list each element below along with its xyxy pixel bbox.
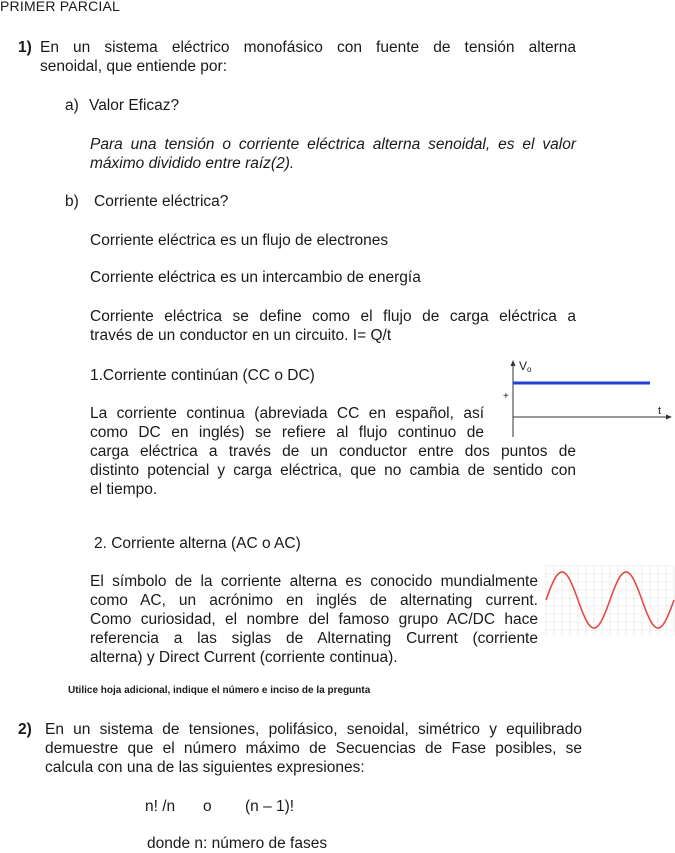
dc-line-4: distinto potencial y carga eléctrica, que no cambia de sentido con [90, 462, 576, 479]
dc-graph-x-label: t [658, 405, 662, 417]
ac-line-2: como AC, un acrónimo en inglés de alternating current. [90, 592, 538, 609]
item-a-text: Valor Eficaz? [89, 97, 180, 114]
item-b-label: b) [65, 193, 79, 210]
question-2-line-2: demuestre que el número máximo de Secuencias de Fase posibles, se [45, 740, 582, 757]
expression-2: (n – 1)! [245, 798, 295, 815]
expression-1: n! /n [145, 798, 176, 815]
ac-line-4: referencia a las siglas de Alternating Current (corriente [90, 630, 538, 647]
dc-graph-plus-sign: + [503, 391, 509, 402]
instruction-note: Utilice hoja adicional, indique el número e inciso de la pregunta [68, 685, 371, 696]
where-definition: donde n: número de fases [147, 835, 328, 852]
dc-line-2: como DC en inglés) se refiere al flujo continuo de [90, 424, 484, 441]
ac-line-1: El símbolo de la corriente alterna es conocido mundialmente [90, 573, 538, 590]
answer-paragraph-1: Corriente eléctrica es un flujo de electrones [90, 232, 389, 249]
item-a-answer-line-1: Para una tensión o corriente eléctrica alterna senoidal, es el valor [90, 136, 576, 153]
ac-line-3: Como curiosidad, el nombre del famoso grupo AC/DC hace [90, 611, 538, 628]
question-1-number: 1) [18, 39, 32, 56]
dc-graph-x-arrow [666, 415, 672, 420]
ac-line-5: alterna) y Direct Current (corriente continua). [90, 649, 398, 666]
question-2-line-1: En un sistema de tensiones, polifásico, senoidal, simétrico y equilibrado [45, 721, 582, 738]
dc-graph-y-arrow [511, 360, 516, 366]
question-1-line-2: senoidal, que entiende por: [40, 58, 228, 75]
answer-paragraph-3-line-2: través de un conductor en un circuito. I= Q/t [90, 327, 392, 344]
answer-paragraph-3-line-1: Corriente eléctrica se define como el flujo de carga eléctrica a [90, 308, 576, 325]
dc-heading: 1.Corriente continúan (CC o DC) [90, 367, 315, 384]
question-2-line-3: calcula con una de las siguientes expresiones: [45, 759, 365, 776]
dc-line-3: carga eléctrica a través de un conductor entre dos puntos de [90, 443, 576, 460]
dc-line-1: La corriente continua (abreviada CC en español, así [90, 405, 484, 422]
item-a-label: a) [65, 97, 79, 114]
item-a-answer-line-2: máximo dividido entre raíz(2). [90, 155, 295, 172]
dc-graph-y-label: Vo [519, 359, 532, 374]
answer-paragraph-2: Corriente eléctrica es un intercambio de energía [90, 269, 421, 286]
item-b-text: Corriente eléctrica? [94, 193, 229, 210]
question-2-number: 2) [18, 721, 32, 738]
dc-voltage-graph [495, 355, 675, 440]
dc-line-5: el tiempo. [90, 481, 158, 498]
expression-or: o [203, 798, 212, 815]
ac-sine-graph [546, 566, 674, 636]
page-header: PRIMER PARCIAL [0, 0, 121, 14]
ac-heading: 2. Corriente alterna (AC o AC) [94, 535, 301, 552]
question-1-line-1: En un sistema eléctrico monofásico con fuente de tensión alterna [40, 39, 576, 56]
